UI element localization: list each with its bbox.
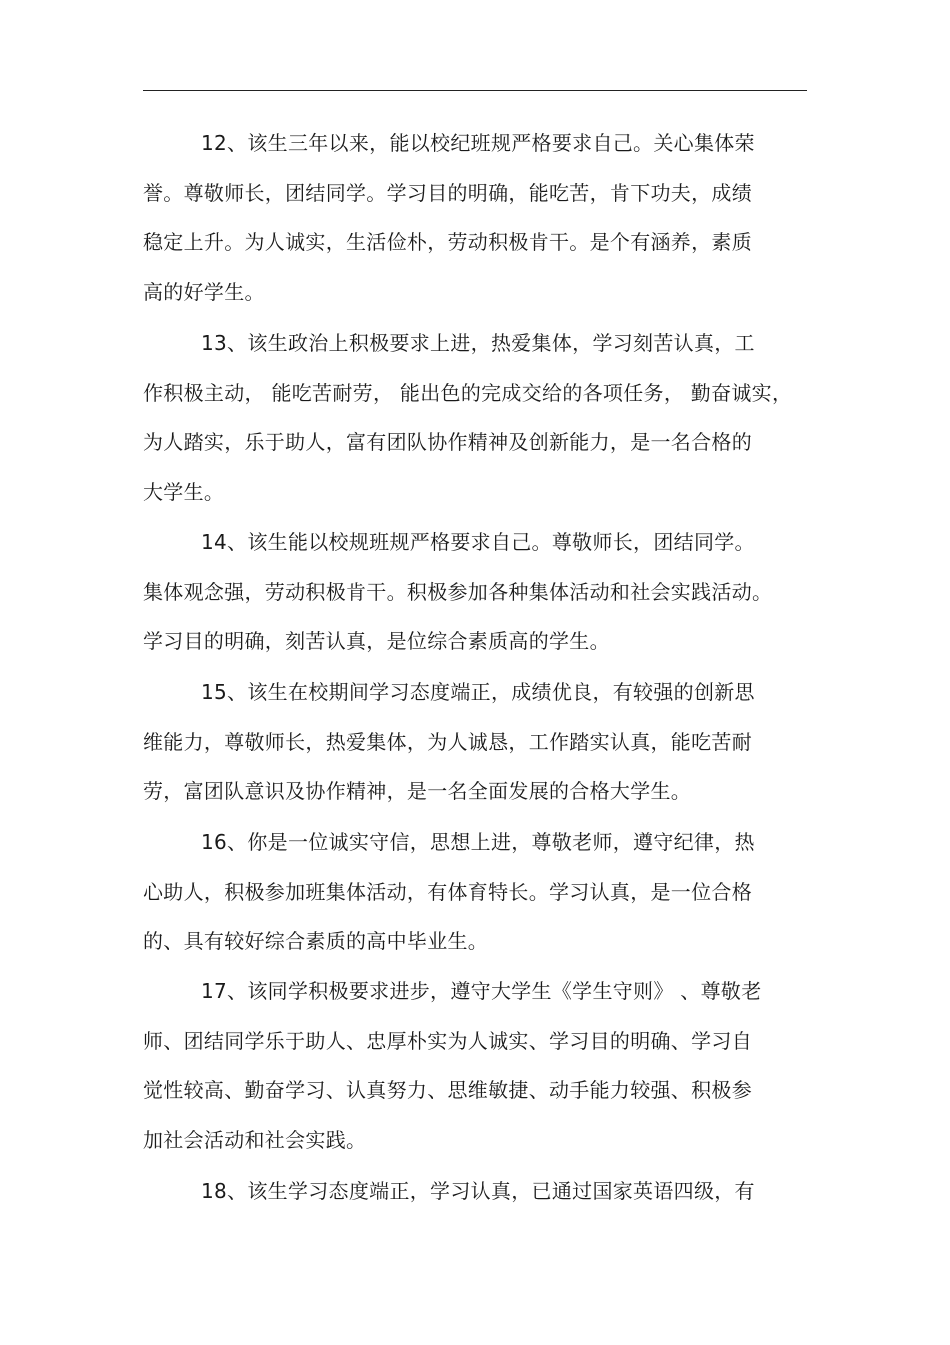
paragraph-line: 15、该生在校期间学习态度端正，成绩优良，有较强的创新思 xyxy=(201,680,755,704)
paragraph-line: 的、具有较好综合素质的高中毕业生。 xyxy=(143,929,489,953)
paragraph-18 xyxy=(143,1167,807,1217)
paragraph-17 xyxy=(143,967,807,1165)
paragraph-line: 14、该生能以校规班规严格要求自己。尊敬师长，团结同学。 xyxy=(201,530,755,554)
paragraph-line: 大学生。 xyxy=(143,479,225,504)
paragraph-line: 18、该生学习态度端正，学习认真，已通过国家英语四级，有 xyxy=(201,1179,755,1203)
paragraph-line: 师、团结同学乐于助人、忠厚朴实为人诚实、学习目的明确、学习自 xyxy=(143,1028,752,1053)
paragraph-line: 12、该生三年以来，能以校纪班规严格要求自己。关心集体荣 xyxy=(201,131,755,155)
paragraph-line: 作积极主动， 能吃苦耐劳， 能出色的完成交给的各项任务， 勤奋诚实， xyxy=(143,380,793,405)
paragraph-15 xyxy=(143,668,807,817)
paragraph-line: 维能力，尊敬师长，热爱集体，为人诚恳，工作踏实认真，能吃苦耐 xyxy=(143,729,752,754)
paragraph-line: 学习目的明确，刻苦认真，是位综合素质高的学生。 xyxy=(143,629,610,653)
paragraph-line: 加社会活动和社会实践。 xyxy=(143,1127,367,1152)
paragraph-12 xyxy=(143,119,807,317)
paragraph-line: 为人踏实，乐于助人，富有团队协作精神及创新能力，是一名合格的 xyxy=(143,430,752,454)
paragraph-line: 高的好学生。 xyxy=(143,279,265,304)
paragraph-16 xyxy=(143,818,807,967)
paragraph-13 xyxy=(143,319,807,517)
paragraph-line: 13、该生政治上积极要求上进，热爱集体，学习刻苦认真，工 xyxy=(201,331,755,355)
paragraph-line: 誉。尊敬师长，团结同学。学习目的明确，能吃苦，肯下功夫，成绩 xyxy=(143,180,752,205)
paragraph-line: 集体观念强，劳动积极肯干。积极参加各种集体活动和社会实践活动。 xyxy=(143,579,773,604)
paragraph-line: 稳定上升。为人诚实，生活俭朴，劳动积极肯干。是个有涵养，素质 xyxy=(143,230,752,254)
paragraph-line: 觉性较高、勤奋学习、认真努力、思维敏捷、动手能力较强、积极参 xyxy=(143,1078,752,1102)
paragraph-14 xyxy=(143,518,807,667)
paragraph-line: 心助人，积极参加班集体活动，有体育特长。学习认真，是一位合格 xyxy=(143,879,752,904)
paragraph-line: 16、你是一位诚实守信，思想上进，尊敬老师，遵守纪律，热 xyxy=(201,830,755,854)
header-rule xyxy=(143,90,807,91)
paragraph-line: 17、该同学积极要求进步，遵守大学生《学生守则》 、尊敬老 xyxy=(201,979,762,1003)
paragraph-line: 劳，富团队意识及协作精神，是一名全面发展的合格大学生。 xyxy=(143,779,692,803)
